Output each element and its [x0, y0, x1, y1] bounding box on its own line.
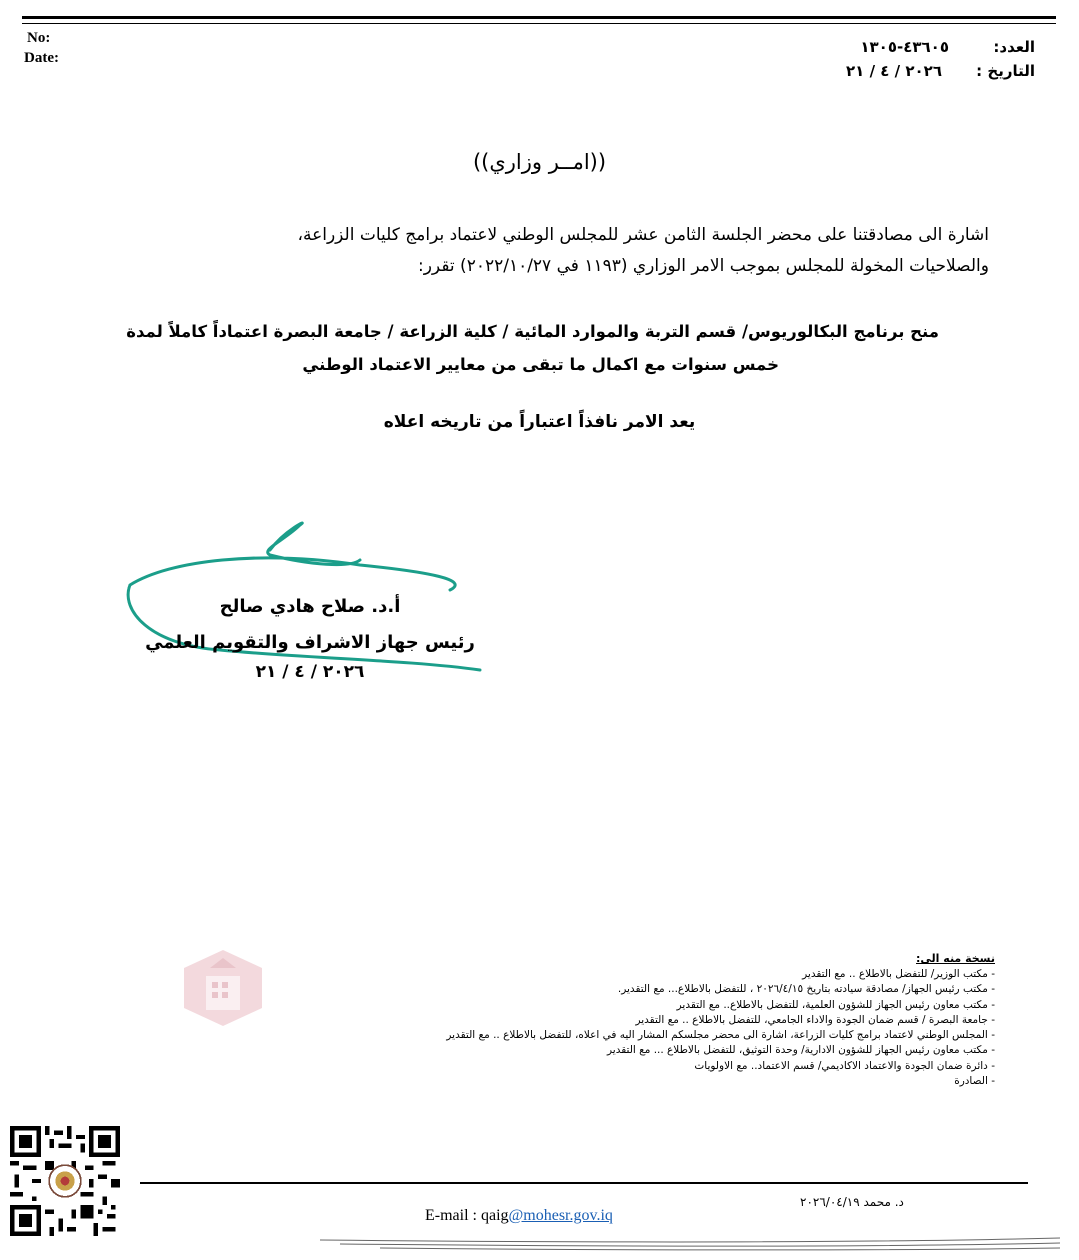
cc-item: - مكتب معاون رئيس الجهاز للشؤون العلمية، للتفضل بالاطلاع.. مع التقدير: [235, 998, 995, 1013]
grant-line-1: منح برنامج البكالوريوس/ قسم التربة والموارد المائية / كلية الزراعة / جامعة البصرة اعتماداً كاملاً لمدة: [126, 322, 939, 341]
body-line-1: اشارة الى مصادقتنا على محضر الجلسة الثامن عشر للمجلس الوطني لاعتماد برامج كليات الزراعة،: [297, 225, 989, 245]
cc-list: [235, 967, 995, 1089]
cc-item: - مكتب الوزير/ للتفضل بالاطلاع .. مع التقدير: [235, 967, 995, 982]
cc-item: - مكتب رئيس الجهاز/ مصادقة سيادته بتاريخ ٢٠٢٦/٤/١٥ ، للتفضل بالاطلاع... مع التقدير.: [235, 982, 995, 997]
footer-email: [425, 1207, 613, 1225]
cc-item: - الصادرة: [235, 1074, 995, 1089]
cc-title: نسخة منه الى:: [916, 952, 995, 965]
date-label: Date:: [24, 50, 59, 66]
signatory-name: أ.د. صلاح هادي صالح: [219, 596, 401, 617]
footer-rule: [140, 1182, 1028, 1184]
no-label: No:: [27, 30, 51, 46]
signatory-title: رئيس جهاز الاشراف والتقويم العلمي: [145, 632, 475, 653]
qr-code-icon[interactable]: [10, 1126, 120, 1236]
number-value: ٤٣٦٠٥-١٣٠٥: [860, 38, 949, 56]
date-ar-label: التاريخ :: [976, 62, 1035, 80]
signature-date: ٢٠٢٦ / ٤ / ٢١: [255, 662, 365, 682]
order-title: ((امــر وزاري)): [472, 150, 607, 174]
date-ar-value: ٢٠٢٦ / ٤ / ٢١: [846, 62, 942, 80]
handwritten-signature: [110, 510, 500, 680]
author-initials: د. محمد ٢٠٢٦/٠٤/١٩: [800, 1195, 904, 1209]
cc-item: - جامعة البصرة / قسم ضمان الجودة والاداء الجامعي، للتفضل بالاطلاع .. مع التقدير: [235, 1013, 995, 1028]
number-label: العدد:: [993, 38, 1035, 56]
header-rule-thin: [22, 23, 1056, 24]
header-rule-thick: [22, 16, 1056, 19]
footer-decorative-lines: [320, 1234, 1060, 1256]
cc-item: - المجلس الوطني لاعتماد برامج كليات الزراعة، اشارة الى محضر مجلسكم المشار اليه في اعلاه، للتفضل بالاطلاع .. مع التقدير: [235, 1028, 995, 1043]
body-line-2: والصلاحيات المخولة للمجلس بموجب الامر الوزاري (١١٩٣ في ٢٠٢٢/١٠/٢٧) تقرر:: [418, 256, 989, 276]
decree-effective-line: يعد الامر نافذاً اعتباراً من تاريخه اعلاه: [383, 412, 696, 432]
cc-item: - مكتب معاون رئيس الجهاز للشؤون الادارية/ وحدة التوثيق، للتفضل بالاطلاع ... مع التقدير: [235, 1043, 995, 1058]
cc-item: - دائرة ضمان الجودة والاعتماد الاكاديمي/ قسم الاعتماد.. مع الاولويات: [235, 1059, 995, 1074]
grant-line-2: خمس سنوات مع اكمال ما تبقى من معايير الاعتماد الوطني: [302, 355, 779, 374]
email-link[interactable]: @mohesr.gov.iq: [508, 1207, 613, 1224]
email-prefix: E-mail : qaig: [425, 1207, 509, 1224]
